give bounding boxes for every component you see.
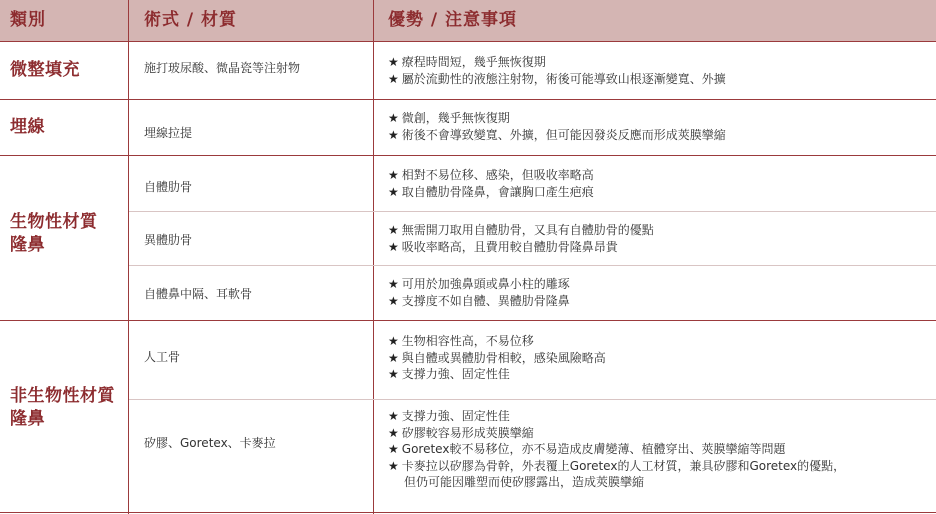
notes-cell — [388, 110, 928, 143]
column-divider — [128, 0, 129, 514]
list-item: ★ 支撐力強、固定性佳 — [388, 367, 510, 381]
technique-cell: 異體肋骨 — [144, 233, 193, 247]
technique-cell: 自體肋骨 — [144, 180, 193, 194]
list-item: ★ 支撐力強、固定性佳 — [388, 409, 510, 423]
row-divider — [0, 512, 936, 513]
list-item: ★ 取自體肋骨隆鼻，會讓胸口產生疤痕 — [388, 184, 594, 199]
star-icon: ★ — [388, 184, 399, 199]
list-item: ★ 卡麥拉以矽膠為骨幹，外表覆上Goretex的人工材質，兼具矽膠和Goretex的優點， — [388, 458, 846, 473]
star-icon: ★ — [388, 239, 399, 254]
star-icon: ★ — [388, 127, 399, 142]
category-non-biological — [10, 385, 115, 431]
star-icon: ★ — [388, 409, 399, 423]
list-item: ★ 與自體或異體肋骨相較，感染風險略高 — [388, 350, 606, 365]
list-item-continuation: 但仍可能因雕塑而使矽膠露出，造成莢膜攣縮 — [404, 475, 645, 489]
header-technique: 術式 / 材質 — [144, 10, 238, 30]
star-icon: ★ — [388, 425, 399, 440]
star-icon: ★ — [388, 350, 399, 365]
category-line: 隆鼻 — [10, 409, 45, 429]
row-divider — [0, 41, 936, 42]
star-icon: ★ — [388, 442, 399, 456]
star-icon: ★ — [388, 71, 399, 86]
category-line: 隆鼻 — [10, 235, 45, 255]
technique-cell: 埋線拉提 — [144, 126, 193, 140]
row-divider — [0, 155, 936, 156]
list-item: ★ 微創，幾乎無恢復期 — [388, 111, 510, 125]
header-notes: 優勢 / 注意事項 — [388, 10, 518, 30]
table-header — [0, 0, 936, 41]
category-line: 非生物性材質 — [10, 386, 115, 406]
notes-cell — [388, 333, 928, 383]
technique-cell: 自體鼻中隔、耳軟骨 — [144, 287, 253, 301]
star-icon: ★ — [388, 111, 399, 125]
technique-cell: 人工骨 — [144, 350, 181, 364]
list-item: ★ 無需開刀取用自體肋骨，又具有自體肋骨的優點 — [388, 223, 654, 237]
category-filler: 微整填充 — [10, 60, 80, 80]
star-icon: ★ — [388, 458, 399, 473]
row-divider — [0, 320, 936, 321]
column-divider — [373, 0, 374, 514]
technique-cell: 施打玻尿酸、微晶瓷等注射物 — [144, 61, 301, 75]
list-item: ★ 屬於流動性的液態注射物，術後可能導致山根逐漸變寬、外擴 — [388, 71, 726, 86]
category-biological — [10, 211, 98, 257]
list-item: ★ 相對不易位移、感染，但吸收率略高 — [388, 168, 594, 182]
list-item: ★ Goretex較不易移位，亦不易造成皮膚變薄、植體穿出、莢膜攣縮等問題 — [388, 442, 786, 456]
notes-cell — [388, 408, 928, 491]
star-icon: ★ — [388, 334, 399, 348]
list-item: ★ 術後不會導致變寬、外擴，但可能因發炎反應而形成莢膜攣縮 — [388, 127, 726, 142]
subrow-divider — [129, 399, 936, 400]
star-icon: ★ — [388, 277, 399, 291]
list-item: ★ 矽膠較容易形成莢膜攣縮 — [388, 425, 534, 440]
header-category: 類別 — [10, 10, 46, 30]
list-item: ★ 生物相容性高，不易位移 — [388, 334, 534, 348]
category-line: 生物性材質 — [10, 212, 98, 232]
notes-cell — [388, 276, 928, 309]
notes-cell — [388, 167, 928, 200]
star-icon: ★ — [388, 168, 399, 182]
row-divider — [0, 99, 936, 100]
technique-cell: 矽膠、Goretex、卡麥拉 — [144, 436, 276, 450]
notes-cell — [388, 222, 928, 255]
subrow-divider — [129, 211, 936, 212]
star-icon: ★ — [388, 223, 399, 237]
list-item: ★ 可用於加強鼻頭或鼻小柱的雕琢 — [388, 277, 570, 291]
subrow-divider — [129, 265, 936, 266]
star-icon: ★ — [388, 55, 399, 69]
list-item: ★ 療程時間短，幾乎無恢復期 — [388, 55, 546, 69]
list-item: ★ 支撐度不如自體、異體肋骨隆鼻 — [388, 293, 570, 308]
category-thread: 埋線 — [10, 117, 45, 137]
notes-cell — [388, 54, 928, 87]
star-icon: ★ — [388, 293, 399, 308]
star-icon: ★ — [388, 367, 399, 381]
list-item: ★ 吸收率略高，且費用較自體肋骨隆鼻昂貴 — [388, 239, 618, 254]
